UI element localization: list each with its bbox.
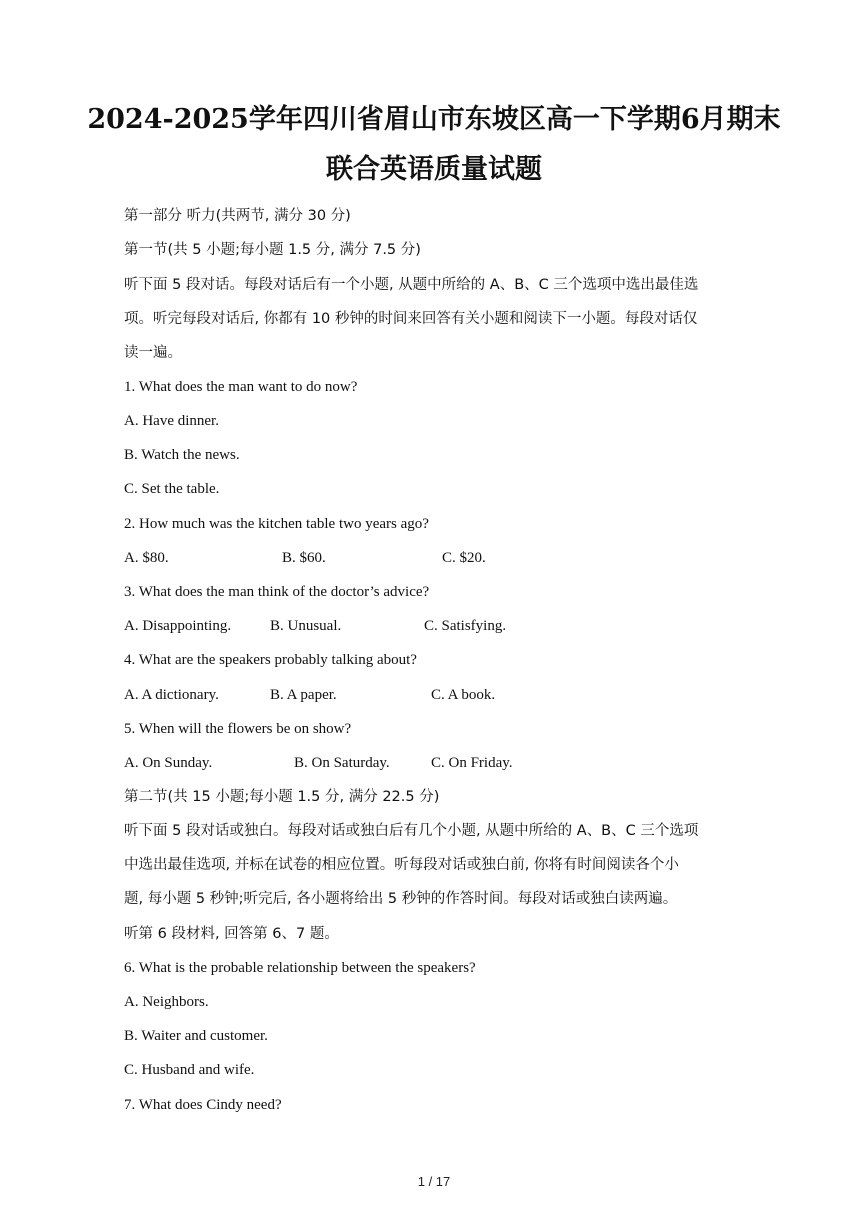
question-2-option-a: A. $80. [124, 550, 169, 566]
page-number: 1 / 17 [417, 1174, 451, 1189]
section2-instruction-line: 听下面 5 段对话或独白。每段对话或独白后有几个小题, 从题中所给的 A、B、C 三个选项 [124, 823, 699, 839]
question-3-option-b: B. Unusual. [270, 618, 342, 634]
question-5-option-c: C. On Friday. [431, 755, 513, 771]
section2-instruction-line: 题, 每小题 5 秒钟;听完后, 各小题将给出 5 秒钟的作答时间。每段对话或独白读两遍。 [124, 891, 678, 907]
part1-heading: 第一部分 听力(共两节, 满分 30 分) [124, 208, 351, 224]
question-2-options [124, 547, 744, 569]
question-2-option-b: B. $60. [282, 550, 326, 566]
page-title-line-2: 联合英语质量试题 [326, 154, 542, 185]
question-6-option-c: C. Husband and wife. [124, 1062, 255, 1078]
question-2: 2. How much was the kitchen table two years ago? [124, 516, 429, 532]
section1-instruction-line: 听下面 5 段对话。每段对话后有一个小题, 从题中所给的 A、B、C 三个选项中选出最佳选 [124, 277, 699, 293]
question-5-option-a: A. On Sunday. [124, 755, 213, 771]
question-3-option-c: C. Satisfying. [424, 618, 507, 634]
section1-heading: 第一节(共 5 小题;每小题 1.5 分, 满分 7.5 分) [124, 242, 421, 258]
question-4-options [124, 684, 744, 706]
question-4-option-a: A. A dictionary. [124, 687, 219, 703]
question-1-option-a: A. Have dinner. [124, 413, 219, 429]
question-5-options [124, 752, 744, 774]
question-4-option-c: C. A book. [431, 687, 496, 703]
question-6: 6. What is the probable relationship between the speakers? [124, 960, 476, 976]
section1-instruction-line: 读一遍。 [124, 345, 182, 361]
question-7: 7. What does Cindy need? [124, 1097, 282, 1113]
question-1: 1. What does the man want to do now? [124, 379, 358, 395]
question-6-option-b: B. Waiter and customer. [124, 1028, 268, 1044]
material-note: 听第 6 段材料, 回答第 6、7 题。 [124, 926, 339, 942]
question-3-options [124, 615, 744, 637]
page-title-line-1: 2024-2025学年四川省眉山市东坡区高一下学期6月期末 [87, 104, 781, 135]
question-5-option-b: B. On Saturday. [294, 755, 390, 771]
question-4-option-b: B. A paper. [270, 687, 337, 703]
question-4: 4. What are the speakers probably talking about? [124, 652, 417, 668]
question-1-option-b: B. Watch the news. [124, 447, 240, 463]
section2-instruction-line: 中选出最佳选项, 并标在试卷的相应位置。听每段对话或独白前, 你将有时间阅读各个小 [124, 857, 679, 873]
section1-instruction-line: 项。听完每段对话后, 你都有 10 秒钟的时间来回答有关小题和阅读下一小题。每段对话仅 [124, 311, 698, 327]
question-3: 3. What does the man think of the doctor’s advice? [124, 584, 430, 600]
question-1-option-c: C. Set the table. [124, 481, 220, 497]
question-5: 5. When will the flowers be on show? [124, 721, 352, 737]
question-2-option-c: C. $20. [442, 550, 486, 566]
section2-heading: 第二节(共 15 小题;每小题 1.5 分, 满分 22.5 分) [124, 789, 440, 805]
question-6-option-a: A. Neighbors. [124, 994, 209, 1010]
question-3-option-a: A. Disappointing. [124, 618, 232, 634]
